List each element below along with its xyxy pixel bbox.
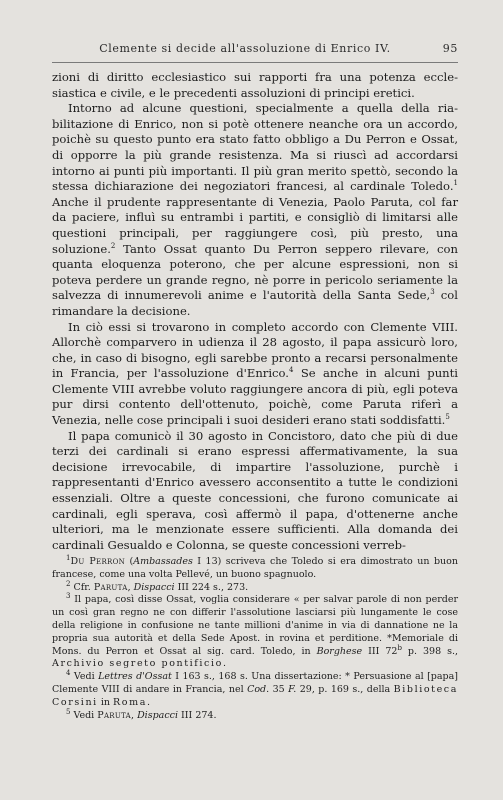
footnote-ref: 4 [289,366,294,375]
footnote-5: $^5$ Vedi Paruta, Dispacci III 274. [66,707,217,721]
footnote-4: $^4$ Vedi Lettres d'Ossat I 163 s., 168 s. Una dissertazione: * Persuasione al [papa] Clemente VIII di andare in Francia, nel Cod. 35 F. 29, p. 169 s., della Biblioteca Corsini in Roma. [52,669,458,708]
main-text [52,70,458,553]
paragraph: Il papa comunicò il 30 agosto in Concistoro, dato che più di due terzi dei cardinali si erano espressi affermativamente, la sua decisione irrevocabile, di impartire l'assoluzione, purchè i rappresentanti d'Enrico avessero acconsentito a tutte le condizioni essenziali. Oltre a queste concessioni, che furono comunicate ai cardinali, egli sperava, così affermò il papa, d'ottenerne anche ulteriori, ma le menzionate essere sufficienti. Alla domanda dei cardinali Gesualdo e Colonna, se queste concessioni verreb- [52,428,458,552]
header-rule [52,62,458,63]
paragraph: Intorno ad alcune questioni, specialmente a quella della riabilitazione di Enrico, non si potè ottenere neanche ora un accordo, poichè su questo punto era stato fatto obbligo a Du Perron e Ossat, di opporre la più grande resistenza. Ma si riuscì ad accordarsi intorno ai punti più importanti. Il più gran merito spettò, secondo la stessa dichiarazione dei negoziatori francesi, al cardinale Toledo.$^1$ Anche il prudente rappresentante di Venezia, Paolo Paruta, col far da paciere, influì su entrambi i partiti, e consigliò di limitarsi alle questioni principali, per raggiungere così, più presto, una soluzione.$^2$ Tanto Ossat quanto Du Perron seppero rilevare, con quanta eloquenza poterono, che per alcune espressioni, non si poteva perdere un grande regno, nè porre in pericolo seriamente la salvezza di innumerevoli anime e l'autorità della Santa Sede,$^3$ col rimandare la decisione. [52,101,458,318]
footnote-ref: 1 [453,179,458,188]
footnote-2: $^2$ Cfr. Paruta, Dispacci III 224 s., 273. [66,579,249,593]
running-head: Clemente si decide all'assoluzione di Enrico IV. [99,42,391,55]
footnote-1: $^1$Du Perron (Ambassades I 13) scriveva che Toledo si era dimostrato un buon francese, come una volta Pellevé, un buono spagnuolo. [52,553,458,580]
page-number: 95 [442,42,458,55]
paragraph: In ciò essi si trovarono in completo accordo con Clemente VIII. Allorchè comparvero in udienza il 28 agosto, il papa assicurò loro, che, in caso di bisogno, egli sarebbe pronto a recarsi personalmente in Francia, per l'assoluzione d'Enrico.$^4$ Se anche in alcuni punti Clemente VIII avrebbe voluto raggiungere ancora di più, egli poteva pur dirsi contento dell'ottenuto, poichè, come Paruta riferì a Venezia, nelle cose principali i suoi desideri erano stati soddisfatti.$^5$ [52,319,458,428]
page-header [52,42,458,55]
footnote-ref: 2 [110,241,116,250]
footnote-ref: 5 [445,413,450,422]
footnote-3: $^3$ Il papa, così disse Ossat, voglia considerare « per salvar parole di non perder un così gran regno ne con differir l'assolutione lasciarsi più lungamente le cose della religione in confusione ne tante millioni d'anime in via di dannatione ne la propria sua autorità et della Sede Apost. in rovina et perditione. *Memoriale di Mons. du Perron et Ossat al sig. card. Toledo, in Borghese III 72$^b$ p. 398 s., Archivio segreto pontificio. [52,592,459,670]
footnote-ref: 3 [430,288,435,297]
footnotes [52,553,459,722]
paragraph: zioni di diritto ecclesiastico sui rapporti fra una potenza ecclesiastica e civile, e le precedenti assoluzioni di principi eretici. [52,70,458,100]
